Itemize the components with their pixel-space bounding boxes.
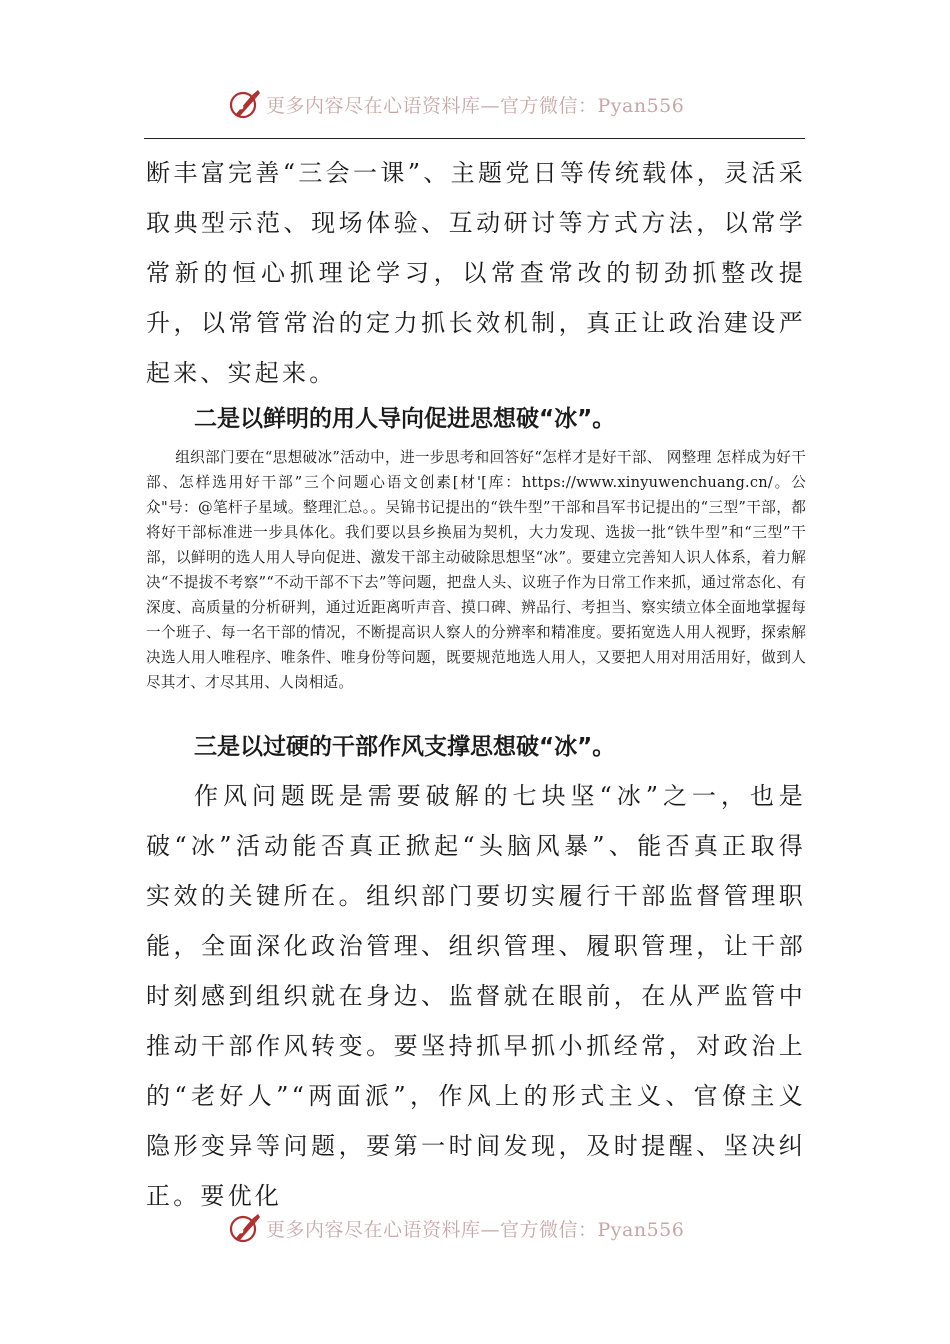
heading-3-block	[194, 728, 854, 761]
paragraph-3-block	[146, 771, 806, 1221]
heading-3: 三是以过硬的干部作风支撑思想破“冰”。	[194, 734, 616, 760]
paragraph-1-block	[146, 148, 806, 398]
watermark-brand-footer	[228, 1208, 684, 1248]
heading-2-block	[194, 400, 854, 433]
header-rule	[144, 138, 805, 139]
watermark-brand	[228, 84, 684, 124]
paragraph-1: 断丰富完善“三会一课”、主题党日等传统载体，灵活采取典型示范、现场体验、互动研讨等方式方法，以常学常新的恒心抓理论学习，以常查常改的韧劲抓整改提升，以常管常治的定力抓长效机制，真正让政治建设严起来、实起来。	[146, 159, 806, 387]
pen-circle-logo-icon	[228, 1211, 262, 1245]
paragraph-3: 作风问题既是需要破解的七块坚“冰”之一，也是破“冰”活动能否真正掀起“头脑风暴”、能否真正取得实效的关键所在。组织部门要切实履行干部监督管理职能，全面深化政治管理、组织管理、履职管理，让干部时刻感到组织就在身边、监督就在眼前，在从严监管中推动干部作风转变。要坚持抓早抓小抓经常，对政治上的“老好人”“两面派”，作风上的形式主义、官僚主义隐形变异等问题，要第一时间发现，及时提醒、坚决纠正。要优化	[146, 782, 806, 1210]
watermark-text: 更多内容尽在心语资料库—官方微信：Pyan556	[266, 94, 685, 117]
watermark-text-footer: 更多内容尽在心语资料库—官方微信：Pyan556	[266, 1218, 685, 1241]
paragraph-2: 组织部门要在“思想破冰”活动中，进一步思考和回答好“怎样才是好干部、 网整理 怎样成为好干部、怎样选用好干部”三个问题心语文创素[材'[库：https://www.xinyuwenchuang.cn/。公众"号：@笔杆子星域。整理汇总。。吴锦书记提出的“铁牛型”干部和昌军书记提出的“三型”干部，都将好干部标准进一步具体化。我们要以县乡换届为契机，大力发现、选拔一批“铁牛型”和“三型”干部，以鲜明的选人用人导向促进、激发干部主动破除思想坚“冰”。要建立完善知人识人体系，着力解决“不提拔不考察”“不动干部不下去”等问题，把盘人头、议班子作为日常工作来抓，通过常态化、有深度、高质量的分析研判，通过近距离听声音、摸口碑、辨品行、考担当、察实绩立体全面地掌握每一个班子、每一名干部的情况，不断提高识人察人的分辨率和精准度。要拓宽选人用人视野，探索解决选人用人唯程序、唯条件、唯身份等问题，既要规范地选人用人，又要把人用对用活用好，做到人尽其才、才尽其用、人岗相适。	[146, 449, 806, 691]
heading-2: 二是以鲜明的用人导向促进思想破“冰”。	[194, 406, 616, 432]
footer-watermark	[0, 1208, 950, 1248]
pen-circle-logo-icon	[228, 87, 262, 121]
paragraph-2-block	[146, 445, 806, 695]
header-watermark	[0, 84, 950, 124]
